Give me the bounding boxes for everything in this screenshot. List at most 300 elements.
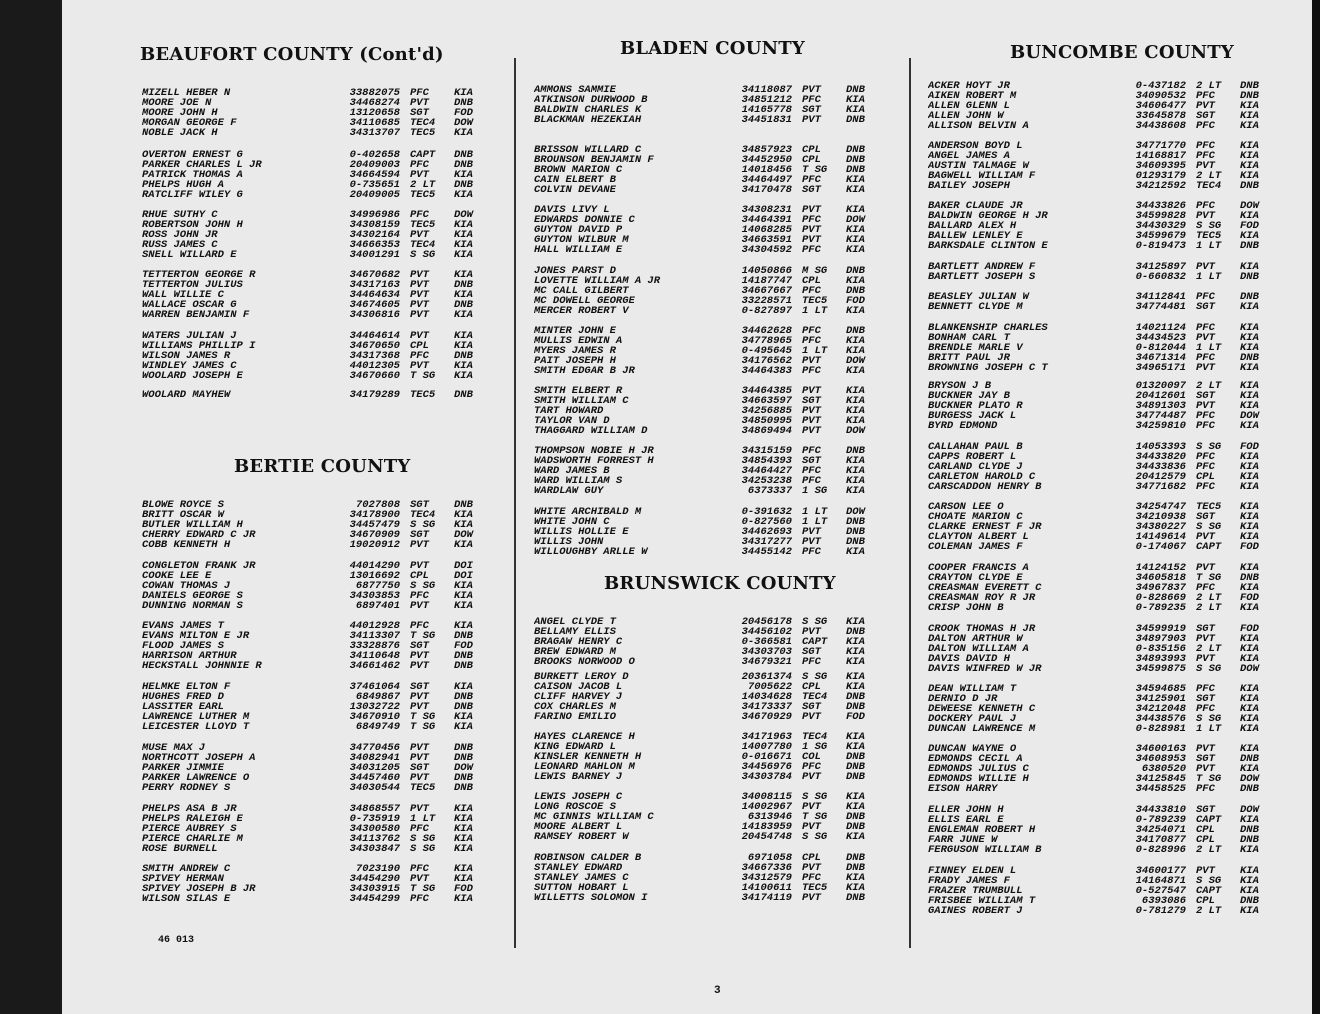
serial-number: 7023190 (355, 864, 400, 874)
serial-number: 34606477 (1135, 101, 1186, 111)
rank: 1 SG (802, 742, 828, 752)
name: BRAGAW HENRY C (534, 637, 623, 647)
status: KIA (1240, 512, 1259, 522)
casualty-row (928, 411, 1274, 421)
rank: PFC (802, 762, 821, 772)
casualty-row (534, 476, 880, 486)
serial-number: 34008115 (741, 792, 792, 802)
serial-number: 34113307 (349, 631, 400, 641)
serial-number: 34110648 (349, 651, 400, 661)
casualty-row (142, 712, 488, 722)
casualty-row (142, 601, 488, 611)
status: DNB (846, 165, 865, 175)
status: KIA (1240, 815, 1259, 825)
rank: PFC (410, 864, 429, 874)
serial-number: 34667336 (741, 863, 792, 873)
name: BRENDLE MARLE V (928, 343, 1023, 353)
serial-number: 44012928 (349, 621, 400, 631)
casualty-row (928, 482, 1274, 492)
serial-number: 34125897 (1135, 262, 1186, 272)
name: CHOATE MARION C (928, 512, 1023, 522)
status: KIA (1240, 333, 1259, 343)
rank: CPL (410, 571, 429, 581)
status: DOW (846, 215, 865, 225)
rank: 1 LT (1196, 272, 1222, 282)
casualty-row (928, 221, 1274, 231)
serial-number: 34317277 (741, 537, 792, 547)
casualty-row (142, 108, 488, 118)
rank: PVT (410, 98, 429, 108)
casualty-row (534, 822, 880, 832)
casualty-row (928, 876, 1274, 886)
casualty-row (928, 442, 1274, 452)
status: KIA (1240, 231, 1259, 241)
serial-number: 34171963 (741, 732, 792, 742)
casualty-row (142, 520, 488, 530)
status: KIA (846, 276, 865, 286)
serial-number: 34464634 (349, 290, 400, 300)
serial-number: 0-812044 (1135, 343, 1186, 353)
name: SPIVEY HERMAN (142, 874, 224, 884)
rank: PVT (1196, 211, 1215, 221)
casualty-row (534, 762, 880, 772)
serial-number: 34110685 (349, 118, 400, 128)
record-group (928, 866, 1274, 916)
name: CAISON JACOB L (534, 682, 623, 692)
rank: 2 LT (1196, 381, 1222, 391)
casualty-row (928, 323, 1274, 333)
rank: SGT (802, 185, 821, 195)
serial-number: 34174119 (741, 893, 792, 903)
rank: CPL (802, 853, 821, 863)
status: KIA (1240, 462, 1259, 472)
name: GAINES ROBERT J (928, 906, 1023, 916)
rank: T SG (410, 712, 436, 722)
status: KIA (1240, 141, 1259, 151)
casualty-row (534, 547, 880, 557)
rank: TEC5 (410, 220, 436, 230)
casualty-row (142, 98, 488, 108)
casualty-row (142, 190, 488, 200)
serial-number: 0-827560 (741, 517, 792, 527)
rank: SGT (802, 396, 821, 406)
serial-number: 14187747 (741, 276, 792, 286)
status: DOI (454, 561, 473, 571)
name: OVERTON ERNEST G (142, 150, 243, 160)
status: DOW (454, 763, 473, 773)
status: KIA (454, 581, 473, 591)
rank: PFC (802, 873, 821, 883)
rank: SGT (1196, 624, 1215, 634)
status: KIA (454, 712, 473, 722)
name: MORGAN GEORGE F (142, 118, 237, 128)
casualty-row (534, 732, 880, 742)
rank: S SG (410, 844, 436, 854)
serial-number: 14100611 (741, 883, 792, 893)
name: DUNCAN WAYNE O (928, 744, 1017, 754)
status: DNB (454, 160, 473, 170)
rank: PVT (410, 540, 429, 550)
casualty-row (534, 185, 880, 195)
rank: S SG (802, 832, 828, 842)
casualty-row (534, 863, 880, 873)
casualty-row (534, 456, 880, 466)
rank: CPL (1196, 825, 1215, 835)
name: BELLAMY ELLIS (534, 627, 616, 637)
status: KIA (1240, 482, 1259, 492)
serial-number: 6971058 (747, 853, 792, 863)
serial-number: 14050866 (741, 266, 792, 276)
casualty-row (534, 346, 880, 356)
serial-number: 34462628 (741, 326, 792, 336)
name: ALLISON BELVIN A (928, 121, 1029, 131)
name: BALLEW LENLEY E (928, 231, 1023, 241)
name: MERCER ROBERT V (534, 306, 629, 316)
rank: PFC (410, 160, 429, 170)
rank: CPL (1196, 896, 1215, 906)
rank: PFC (1196, 411, 1215, 421)
status: FOD (1240, 624, 1259, 634)
rank: S SG (410, 520, 436, 530)
page-number: 3 (714, 985, 721, 997)
name: AUSTIN TALMAGE W (928, 161, 1029, 171)
name: DAVIS WINFRED W JR (928, 664, 1042, 674)
serial-number: 34118087 (741, 85, 792, 95)
rank: 1 SG (802, 486, 828, 496)
rank: SGT (1196, 512, 1215, 522)
serial-number: 34317163 (349, 280, 400, 290)
name: ATKINSON DURWOOD B (534, 95, 648, 105)
name: TETTERTON GEORGE R (142, 270, 256, 280)
rank: PFC (410, 210, 429, 220)
name: SMITH EDGAR B JR (534, 366, 635, 376)
casualty-row (534, 105, 880, 115)
rank: PVT (1196, 333, 1215, 343)
serial-number: 34670929 (741, 712, 792, 722)
status: KIA (846, 637, 865, 647)
status: KIA (846, 486, 865, 496)
serial-number: 34670909 (349, 530, 400, 540)
name: WALL WILLIE C (142, 290, 224, 300)
serial-number: 34317368 (349, 351, 400, 361)
record-group (142, 621, 488, 671)
rank: PVT (410, 561, 429, 571)
status: KIA (1240, 502, 1259, 512)
rank: S SG (1196, 664, 1222, 674)
status: DNB (846, 762, 865, 772)
name: DALTON WILLIAM A (928, 644, 1029, 654)
casualty-row (534, 537, 880, 547)
casualty-row (142, 270, 488, 280)
serial-number: 20412601 (1135, 391, 1186, 401)
rank: PVT (410, 601, 429, 611)
name: PARKER JIMMIE (142, 763, 224, 773)
status: KIA (454, 844, 473, 854)
casualty-row (928, 502, 1274, 512)
rank: TEC5 (1196, 231, 1222, 241)
casualty-row (534, 772, 880, 782)
casualty-row (142, 814, 488, 824)
status: KIA (846, 792, 865, 802)
serial-number: 34031205 (349, 763, 400, 773)
casualty-row (142, 300, 488, 310)
serial-number: 0-819473 (1135, 241, 1186, 251)
serial-number: 34306816 (349, 310, 400, 320)
casualty-row (928, 401, 1274, 411)
status: DOW (1240, 805, 1259, 815)
status: DNB (1240, 784, 1259, 794)
rank: PVT (410, 170, 429, 180)
name: PHELPS HUGH A (142, 180, 224, 190)
serial-number: 34178900 (349, 510, 400, 520)
casualty-row (928, 363, 1274, 373)
serial-number: 34030544 (349, 783, 400, 793)
status: DNB (1240, 91, 1259, 101)
name: ROSS JOHN JR (142, 230, 218, 240)
casualty-row (534, 527, 880, 537)
rank: TEC5 (802, 883, 828, 893)
name: WILSON JAMES R (142, 351, 231, 361)
casualty-row (928, 724, 1274, 734)
casualty-row (142, 180, 488, 190)
serial-number: 33882075 (349, 88, 400, 98)
rank: SGT (410, 641, 429, 651)
name: GUYTON WILBUR M (534, 235, 629, 245)
name: MOORE ALBERT L (534, 822, 623, 832)
rank: PFC (1196, 151, 1215, 161)
serial-number: 37461064 (349, 682, 400, 692)
rank: TEC5 (410, 128, 436, 138)
serial-number: 34455142 (741, 547, 792, 557)
status: DOW (846, 356, 865, 366)
status: KIA (1240, 211, 1259, 221)
casualty-row (534, 306, 880, 316)
casualty-row (534, 517, 880, 527)
name: CREASMAN EVERETT C (928, 583, 1042, 593)
name: PIERCE CHARLIE M (142, 834, 243, 844)
serial-number: 34666353 (349, 240, 400, 250)
serial-number: 34464383 (741, 366, 792, 376)
status: DNB (846, 812, 865, 822)
serial-number: 33328876 (349, 641, 400, 651)
status: DNB (846, 115, 865, 125)
record-group (928, 81, 1274, 131)
serial-number: 34433836 (1135, 462, 1186, 472)
casualty-row (928, 462, 1274, 472)
serial-number: 34303784 (741, 772, 792, 782)
serial-number: 14007780 (741, 742, 792, 752)
status: FOD (1240, 442, 1259, 452)
record-group (928, 141, 1274, 191)
name: WINDLEY JAMES C (142, 361, 237, 371)
serial-number: 20409003 (349, 160, 400, 170)
status: KIA (1240, 704, 1259, 714)
name: TAYLOR VAN D (534, 416, 610, 426)
casualty-row (928, 886, 1274, 896)
casualty-row (142, 824, 488, 834)
rank: TEC4 (1196, 181, 1222, 191)
casualty-row (534, 802, 880, 812)
rank: CPL (410, 341, 429, 351)
serial-number: 34774487 (1135, 411, 1186, 421)
serial-number: 34996986 (349, 210, 400, 220)
casualty-row (928, 784, 1274, 794)
casualty-row (928, 522, 1274, 532)
serial-number: 34454299 (349, 894, 400, 904)
rank: TEC4 (410, 240, 436, 250)
name: WILSON SILAS E (142, 894, 231, 904)
status: DNB (846, 85, 865, 95)
name: RUSS JAMES C (142, 240, 218, 250)
status: DNB (454, 773, 473, 783)
rank: PFC (802, 366, 821, 376)
status: KIA (454, 270, 473, 280)
name: NOBLE JACK H (142, 128, 218, 138)
name: BALLARD ALEX H (928, 221, 1017, 231)
casualty-row (534, 406, 880, 416)
casualty-row (534, 812, 880, 822)
casualty-row (142, 170, 488, 180)
status: KIA (846, 406, 865, 416)
status: KIA (454, 220, 473, 230)
rank: 2 LT (1196, 593, 1222, 603)
status: KIA (1240, 744, 1259, 754)
name: DALTON ARTHUR W (928, 634, 1023, 644)
status: KIA (454, 341, 473, 351)
casualty-row (928, 241, 1274, 251)
status: DNB (454, 180, 473, 190)
status: KIA (1240, 694, 1259, 704)
document-page (62, 0, 1312, 1014)
rank: S SG (802, 672, 828, 682)
name: EVANS JAMES T (142, 621, 224, 631)
serial-number: 0-827897 (741, 306, 792, 316)
casualty-row (142, 510, 488, 520)
rank: 1 LT (802, 306, 828, 316)
record-group (928, 563, 1274, 613)
serial-number: 14164871 (1135, 876, 1186, 886)
casualty-row (142, 361, 488, 371)
serial-number: 34599679 (1135, 231, 1186, 241)
record-group (928, 442, 1274, 492)
casualty-row (928, 91, 1274, 101)
name: WATERS JULIAN J (142, 331, 237, 341)
status: KIA (846, 416, 865, 426)
serial-number: 6373337 (747, 486, 792, 496)
serial-number: 13032722 (349, 702, 400, 712)
name: BARTLETT JOSEPH S (928, 272, 1036, 282)
casualty-row (928, 866, 1274, 876)
status: KIA (1240, 171, 1259, 181)
casualty-row (928, 452, 1274, 462)
serial-number: 34462693 (741, 527, 792, 537)
rank: PVT (802, 85, 821, 95)
status: DNB (1240, 573, 1259, 583)
status: KIA (454, 814, 473, 824)
status: DOI (454, 571, 473, 581)
name: WILLIAMS PHILLIP I (142, 341, 256, 351)
casualty-row (928, 815, 1274, 825)
status: KIA (454, 834, 473, 844)
rank: PVT (1196, 866, 1215, 876)
name: WILLIS HOLLIE E (534, 527, 629, 537)
status: KIA (454, 722, 473, 732)
name: WARREN BENJAMIN F (142, 310, 250, 320)
rank: S SG (1196, 442, 1222, 452)
rank: PVT (410, 331, 429, 341)
serial-number: 44012305 (349, 361, 400, 371)
rank: TEC5 (410, 190, 436, 200)
serial-number: 20361374 (741, 672, 792, 682)
status: DNB (454, 150, 473, 160)
record-group (534, 792, 880, 842)
status: KIA (846, 386, 865, 396)
serial-number: 0-828996 (1135, 845, 1186, 855)
casualty-row (142, 651, 488, 661)
name: CHERRY EDWARD C JR (142, 530, 256, 540)
rank: PVT (1196, 764, 1215, 774)
casualty-row (928, 684, 1274, 694)
name: EISON HARRY (928, 784, 998, 794)
name: COLEMAN JAMES F (928, 542, 1023, 552)
casualty-row (928, 593, 1274, 603)
rank: PFC (802, 476, 821, 486)
serial-number: 34869494 (741, 426, 792, 436)
status: DNB (846, 527, 865, 537)
casualty-row (534, 386, 880, 396)
status: KIA (454, 128, 473, 138)
casualty-row (928, 664, 1274, 674)
name: WALLACE OSCAR G (142, 300, 237, 310)
serial-number: 34464427 (741, 466, 792, 476)
rank: PFC (1196, 353, 1215, 363)
rank: CAPT (1196, 815, 1222, 825)
name: CARSON LEE O (928, 502, 1004, 512)
serial-number: 34452950 (741, 155, 792, 165)
casualty-row (928, 714, 1274, 724)
status: KIA (454, 510, 473, 520)
record-group (534, 672, 880, 722)
rank: SGT (1196, 302, 1215, 312)
name: CALLAHAN PAUL B (928, 442, 1023, 452)
rank: PVT (1196, 262, 1215, 272)
name: BONHAM CARL T (928, 333, 1010, 343)
name: HAYES CLARENCE H (534, 732, 635, 742)
rank: PVT (410, 270, 429, 280)
name: BURGESS JACK L (928, 411, 1017, 421)
serial-number: 0-789235 (1135, 603, 1186, 613)
rank: 1 LT (1196, 343, 1222, 353)
casualty-row (928, 353, 1274, 363)
name: BLANKENSHIP CHARLES (928, 323, 1048, 333)
name: PERRY RODNEY S (142, 783, 231, 793)
rank: PFC (802, 547, 821, 557)
casualty-row (534, 627, 880, 637)
casualty-row (928, 532, 1274, 542)
name: WARDLAW GUY (534, 486, 604, 496)
rank: PFC (1196, 583, 1215, 593)
casualty-row (142, 722, 488, 732)
rank: PFC (802, 466, 821, 476)
status: DNB (1240, 292, 1259, 302)
name: BAKER CLAUDE JR (928, 201, 1023, 211)
status: DOW (1240, 664, 1259, 674)
rank: PFC (1196, 141, 1215, 151)
rank: T SG (410, 631, 436, 641)
serial-number: 13016692 (349, 571, 400, 581)
status: KIA (454, 230, 473, 240)
name: HARRISON ARTHUR (142, 651, 237, 661)
